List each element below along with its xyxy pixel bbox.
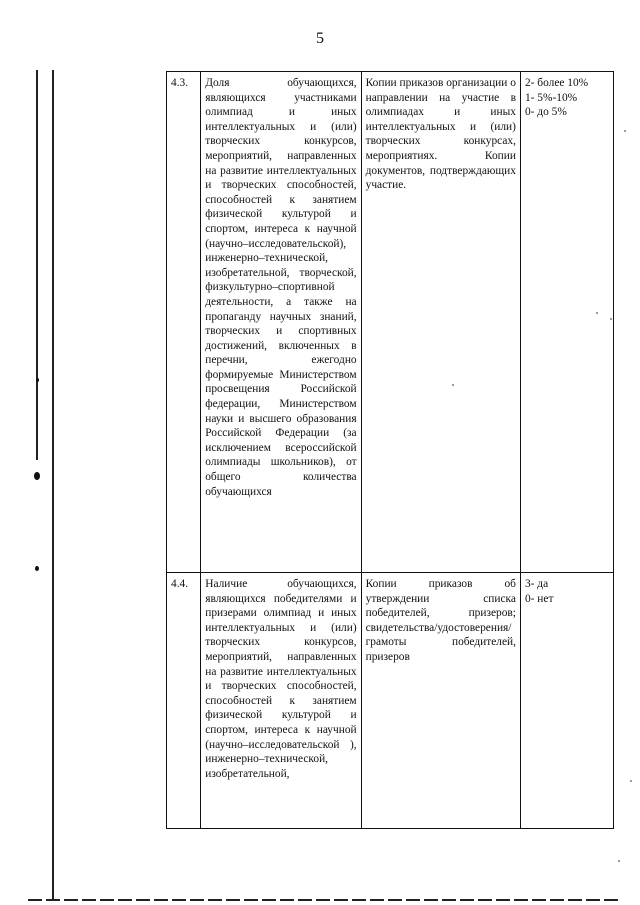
points-item: 0- нет <box>524 592 554 605</box>
indicator-cell: Наличие обучающихся, являющихся победителями и призерами олимпиад и иных интеллектуальных и (или) творческих конкурсов, мероприятий, направленных на развитие интеллектуальных и творческих способностей, способностей к занятием физической культурой и спортом, интереса к научной (научно–исследовательской ), инженерно–технической, изобретательной, <box>201 573 361 829</box>
points-item: 1- 5%-10% <box>524 91 578 104</box>
scan-bottom-rule <box>28 899 618 901</box>
scan-speck <box>630 780 632 782</box>
points-cell <box>520 573 613 829</box>
scan-margin-line <box>52 70 54 900</box>
documents-cell: Копии приказов организации о направлении на участие в олимпиадах и иных интеллектуальных и (или) творческих конкурсах, мероприятиях. Копии документов, подтверждающих участие. <box>361 72 520 573</box>
scan-dot <box>35 566 39 571</box>
page-number: 5 <box>316 30 324 47</box>
criterion-number: 4.4. <box>167 573 201 829</box>
points-cell <box>520 72 613 573</box>
scan-dot <box>36 378 39 382</box>
points-item: 2- более 10% <box>524 77 589 89</box>
scan-dot <box>34 472 40 480</box>
documents-cell: Копии приказов об утверждении списка победителей, призеров; свидетельства/удостоверения/грамоты победителей, призеров <box>361 573 520 829</box>
table-row <box>167 72 614 573</box>
scan-margin-line <box>36 70 38 460</box>
criteria-table <box>166 71 614 829</box>
table-row <box>167 573 614 829</box>
points-item: 0- до 5% <box>524 106 567 119</box>
scan-speck <box>624 130 626 132</box>
points-item: 3- да <box>524 578 549 590</box>
criterion-number: 4.3. <box>167 72 201 573</box>
indicator-cell: Доля обучающихся, являющихся участниками олимпиад и иных интеллектуальных и (или) творческих конкурсов, мероприятий, направленных на развитие интеллектуальных и творческих способностей, способностей к занятием физической культурой и спортом, интереса к научной (научно–исследовательской), инженерно–технической, изобретательной, творческой, физкультурно–спортивной деятельности, а также на пропаганду научных знаний, творческих и спортивных достижений, включенных в перечни, ежегодно формируемые Министерством просвещения Российской федерации, Министерством науки и высшего образования Российской Федерации (за исключением всероссийской олимпиады школьников), от общего количества обучающихся <box>201 72 361 573</box>
scan-speck <box>618 860 620 862</box>
